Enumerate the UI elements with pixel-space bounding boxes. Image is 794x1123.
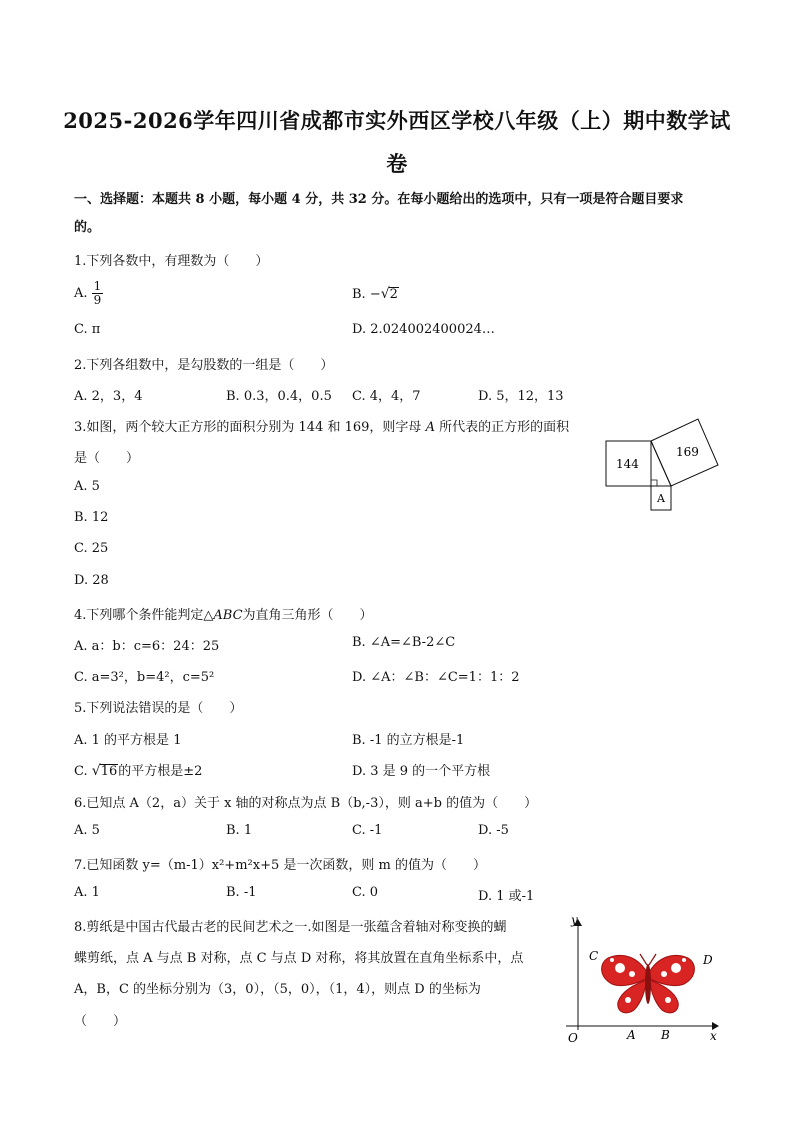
q3-option-c: C. 25: [74, 541, 109, 556]
q2-option-d: D. 5，12，13: [478, 389, 564, 404]
sqrt-icon: √: [380, 286, 390, 302]
q1-fraction-numerator: 1: [93, 279, 102, 293]
q1-option-b: [352, 286, 399, 302]
butterfly-icon: [602, 954, 695, 1013]
q3-stem: [74, 416, 569, 435]
q5-option-a: A. 1 的平方根是 1: [74, 733, 182, 748]
q1-option-a-label: A.: [74, 286, 88, 301]
q5-option-c-radicand: 16: [100, 764, 118, 779]
point-d-label: D: [703, 953, 713, 967]
q1-option-a: [74, 280, 103, 307]
q4-stem-var: ABC: [213, 608, 243, 623]
point-c-label: C: [589, 949, 599, 963]
q8-stem-line3: A，B，C 的坐标分别为（3，0），（5，0），（1，4），则点 D 的坐标为: [74, 982, 481, 997]
q3-stem-pre: 3.如图，两个较大正方形的面积分别为 144 和 169，则字母: [74, 420, 426, 435]
q3-option-b: B. 12: [74, 510, 109, 525]
q7-option-c: C. 0: [352, 885, 379, 900]
section-header: 一、选择题：本题共 8 小题，每小题 4 分，共 32 分。在每小题给出的选项中，只有一项是符合题目要求: [74, 192, 684, 207]
q6-option-c: C. -1: [352, 823, 383, 838]
q6-option-d: D. -5: [478, 823, 509, 838]
q4-stem-post: 为直角三角形（ ）: [242, 608, 373, 623]
q8-stem-line1: 8.剪纸是中国古代最古老的民间艺术之一.如图是一张蕴含着轴对称变换的蝴: [74, 920, 507, 935]
q4-option-d: D. ∠A：∠B：∠C=1：1：2: [352, 670, 520, 685]
q3-stem-var: A: [425, 420, 435, 435]
q5-option-d: D. 3 是 9 的一个平方根: [352, 764, 491, 779]
q4-option-a: A. a：b：c=6：24：25: [74, 639, 220, 654]
q4-option-b: B. ∠A=∠B-2∠C: [352, 635, 456, 650]
q2-option-a: A. 2，3，4: [74, 389, 143, 404]
q6-option-b: B. 1: [226, 823, 253, 838]
q3-stem-post: 所代表的正方形的面积: [434, 420, 570, 435]
q4-option-c: C. a=3²，b=4²，c=5²: [74, 670, 215, 685]
q1-option-b-radicand: 2: [389, 287, 398, 302]
q4-stem-pre: 4.下列哪个条件能判定△: [74, 608, 214, 623]
q1-fraction: [92, 280, 104, 307]
q3-squares-figure: [600, 408, 725, 516]
sqrt-icon: √: [91, 763, 101, 779]
q1-fraction-denominator: 9: [93, 293, 102, 307]
label-144: 144: [616, 457, 639, 471]
q8-butterfly-figure: [560, 912, 725, 1047]
y-axis-label: y: [571, 913, 578, 927]
q1-option-d: D. 2.024002400024…: [352, 322, 495, 337]
right-triangle: [651, 441, 671, 486]
q6-option-a: A. 5: [74, 823, 100, 838]
point-b-label: B: [661, 1028, 670, 1042]
right-angle-mark: [651, 480, 657, 486]
point-a-label: A: [627, 1028, 636, 1042]
q3-option-a: A. 5: [74, 479, 100, 494]
q3-option-d: D. 28: [74, 573, 109, 588]
q8-stem-line2: 蝶剪纸，点 A 与点 B 对称，点 C 与点 D 对称，将其放置在直角坐标系中，点: [74, 951, 524, 966]
page-title-cont: 卷: [386, 151, 408, 176]
x-axis-label: x: [710, 1029, 717, 1043]
q7-option-d: D. 1 或-1: [478, 889, 535, 904]
q1-stem: 1.下列各数中，有理数为（ ）: [74, 254, 269, 269]
origin-label: O: [568, 1031, 578, 1045]
q5-option-b: B. -1 的立方根是-1: [352, 733, 465, 748]
q3-stem-cont: 是（ ）: [74, 451, 140, 466]
q1-option-c: C. π: [74, 322, 101, 337]
q2-option-b: B. 0.3，0.4，0.5: [226, 389, 332, 404]
label-a: A: [657, 492, 665, 505]
q6-stem: 6.已知点 A（2，a）关于 x 轴的对称点为点 B（b,-3），则 a+b 的值为（ ）: [74, 796, 538, 811]
q7-stem: 7.已知函数 y=（m-1）x²+m²x+5 是一次函数，则 m 的值为（ ）: [74, 858, 486, 873]
page-title: 2025-2026学年四川省成都市实外西区学校八年级（上）期中数学试: [63, 108, 731, 133]
q5-option-c-label: C.: [74, 764, 88, 779]
q8-stem-line4: （ ）: [74, 1014, 127, 1029]
q1-option-b-label: B. −: [352, 287, 381, 302]
q2-option-c: C. 4，4，7: [352, 389, 421, 404]
q5-option-c: [74, 760, 202, 779]
q5-stem: 5.下列说法错误的是（ ）: [74, 701, 243, 716]
q5-option-c-post: 的平方根是±2: [118, 764, 203, 779]
q7-option-b: B. -1: [226, 885, 257, 900]
q2-stem: 2.下列各组数中，是勾股数的一组是（ ）: [74, 358, 334, 373]
section-header-cont: 的。: [74, 220, 101, 235]
q7-option-a: A. 1: [74, 885, 100, 900]
q4-stem: [74, 604, 373, 623]
label-169: 169: [676, 445, 699, 459]
